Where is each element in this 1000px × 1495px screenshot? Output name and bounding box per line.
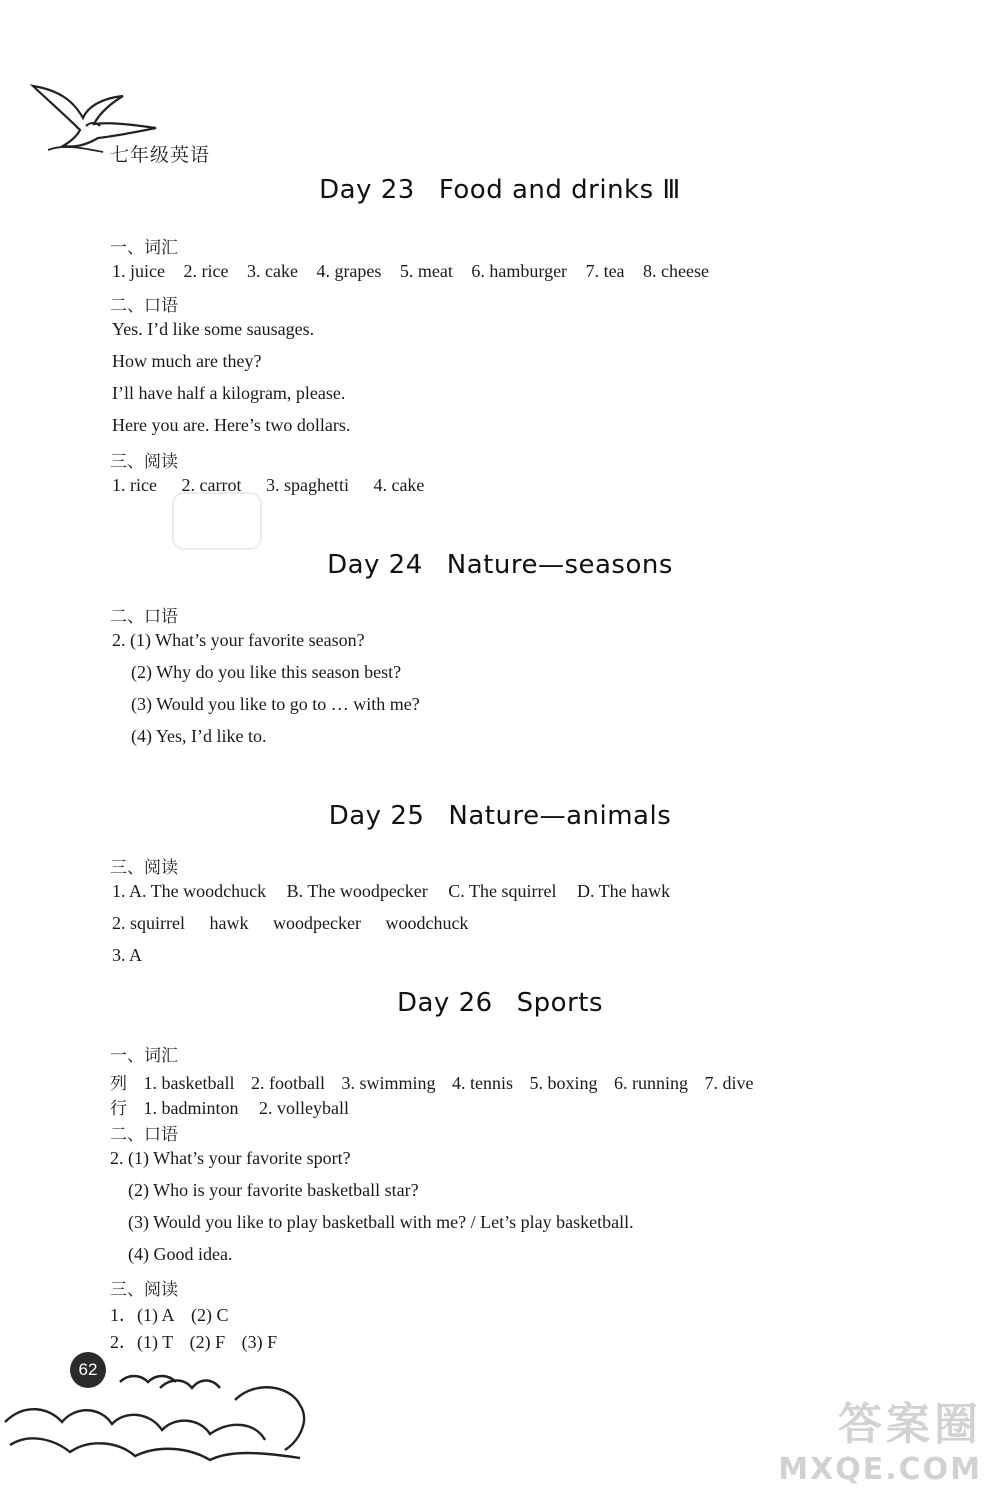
- answer-item: 3. cake: [246, 261, 298, 281]
- answer-item: D. The hawk: [576, 881, 671, 901]
- day-23-speaking-heading: 二、口语: [110, 296, 178, 316]
- book-title-header: 七年级英语: [110, 144, 211, 166]
- answer-item: 3. spaghetti: [265, 475, 349, 495]
- answer-item: (2) F: [189, 1332, 226, 1352]
- answer-item: hawk: [209, 913, 249, 933]
- answer-item: (3) F: [241, 1332, 278, 1352]
- answer-item: 4. cake: [373, 475, 425, 495]
- answer-item: 3. swimming: [341, 1073, 436, 1093]
- day-24-topic: Nature—seasons: [446, 550, 673, 580]
- day-25-number: Day 25: [328, 801, 425, 831]
- answer-item: 2. carrot: [181, 475, 242, 495]
- day-26-speaking-line: (3) Would you like to play basketball with me? / Let’s play basketball.: [128, 1212, 634, 1232]
- row-label: 列: [110, 1074, 127, 1094]
- waves-seagulls-footer-illustration: [0, 1360, 330, 1470]
- watermark-main: 答案圈: [838, 1399, 982, 1450]
- answer-item: 1. badminton: [143, 1098, 239, 1118]
- day-25-reading-heading: 三、阅读: [110, 858, 178, 878]
- page-number-badge: 62: [70, 1352, 106, 1388]
- day-23-speaking-line: Yes. I’d like some sausages.: [112, 319, 315, 339]
- answer-item: 1. rice: [112, 475, 157, 495]
- day-23-topic: Food and drinks Ⅲ: [438, 175, 681, 205]
- day-23-vocab-heading: 一、词汇: [110, 238, 178, 258]
- answer-item: 5. meat: [399, 261, 453, 281]
- day-26-number: Day 26: [396, 988, 493, 1018]
- day-26-title: [0, 988, 1000, 1018]
- day-23-number: Day 23: [319, 175, 415, 205]
- answer-item: 5. boxing: [529, 1073, 598, 1093]
- day-25-topic: Nature—animals: [448, 801, 672, 831]
- answer-item: C. The squirrel: [448, 881, 557, 901]
- watermark-url: MXQE.COM: [778, 1452, 982, 1487]
- faded-stamp-mark: [172, 492, 262, 550]
- day-25-reading-line-1: [112, 881, 686, 902]
- day-26-reading-heading: 三、阅读: [110, 1280, 178, 1300]
- day-26-speaking-heading: 二、口语: [110, 1125, 178, 1145]
- day-24-speaking-line: (3) Would you like to go to … with me?: [131, 694, 420, 714]
- day-23-reading-heading: 三、阅读: [110, 452, 178, 472]
- answer-item: 1. juice: [112, 261, 165, 281]
- answer-item: 2. squirrel: [112, 913, 185, 933]
- day-26-speaking-line: (2) Who is your favorite basketball star?: [128, 1180, 419, 1200]
- answer-item: 2. rice: [183, 261, 229, 281]
- day-24-title: [0, 550, 1000, 580]
- day-23-vocab-answers: [112, 261, 723, 282]
- row-label: 行: [110, 1099, 127, 1119]
- answer-item: 6. hamburger: [471, 261, 568, 281]
- answer-item: woodchuck: [385, 913, 469, 933]
- day-26-topic: Sports: [516, 988, 604, 1018]
- day-24-speaking-heading: 二、口语: [110, 607, 178, 627]
- answer-item: B. The woodpecker: [286, 881, 428, 901]
- answer-item: 8. cheese: [643, 261, 710, 281]
- answer-item: woodpecker: [272, 913, 361, 933]
- day-26-reading-line-2: [110, 1328, 289, 1354]
- answer-item: 2. volleyball: [259, 1098, 349, 1118]
- day-24-speaking-line: 2. (1) What’s your favorite season?: [112, 630, 365, 650]
- day-24-speaking-line: (2) Why do you like this season best?: [131, 662, 402, 682]
- day-25-reading-line-3: 3. A: [112, 945, 143, 965]
- day-26-speaking-line: (4) Good idea.: [128, 1244, 233, 1264]
- answer-item: 4. grapes: [316, 261, 382, 281]
- answer-item: 4. tennis: [452, 1073, 513, 1093]
- answer-item: 7. tea: [585, 261, 625, 281]
- day-25-title: [0, 801, 1000, 831]
- answer-item: 1. A. The woodchuck: [112, 881, 267, 901]
- answer-item: 2．(1) T: [110, 1332, 174, 1352]
- site-watermark: [778, 1388, 982, 1487]
- day-24-speaking-line: (4) Yes, I’d like to.: [131, 726, 267, 746]
- day-23-speaking-line: I’ll have half a kilogram, please.: [112, 383, 346, 403]
- day-26-speaking-line: 2. (1) What’s your favorite sport?: [110, 1148, 351, 1168]
- answer-item: 6. running: [614, 1073, 689, 1093]
- day-26-vocab-heading: 一、词汇: [110, 1046, 178, 1066]
- day-26-vocab-row-lie: [110, 1069, 766, 1094]
- day-23-title: [0, 175, 1000, 205]
- day-23-speaking-line: How much are they?: [112, 351, 262, 371]
- day-26-vocab-row-hang: [110, 1094, 365, 1119]
- day-26-reading-line-1: [110, 1301, 241, 1327]
- day-24-number: Day 24: [327, 550, 423, 580]
- answer-item: 1. basketball: [143, 1073, 235, 1093]
- answer-item: 1．(1) A: [110, 1305, 175, 1325]
- answer-item: 7. dive: [704, 1073, 754, 1093]
- day-23-reading-answers: [112, 475, 444, 496]
- answer-item: (2) C: [191, 1305, 229, 1325]
- day-23-speaking-line: Here you are. Here’s two dollars.: [112, 415, 351, 435]
- day-25-reading-line-2: [112, 913, 488, 934]
- answer-item: 2. football: [250, 1073, 325, 1093]
